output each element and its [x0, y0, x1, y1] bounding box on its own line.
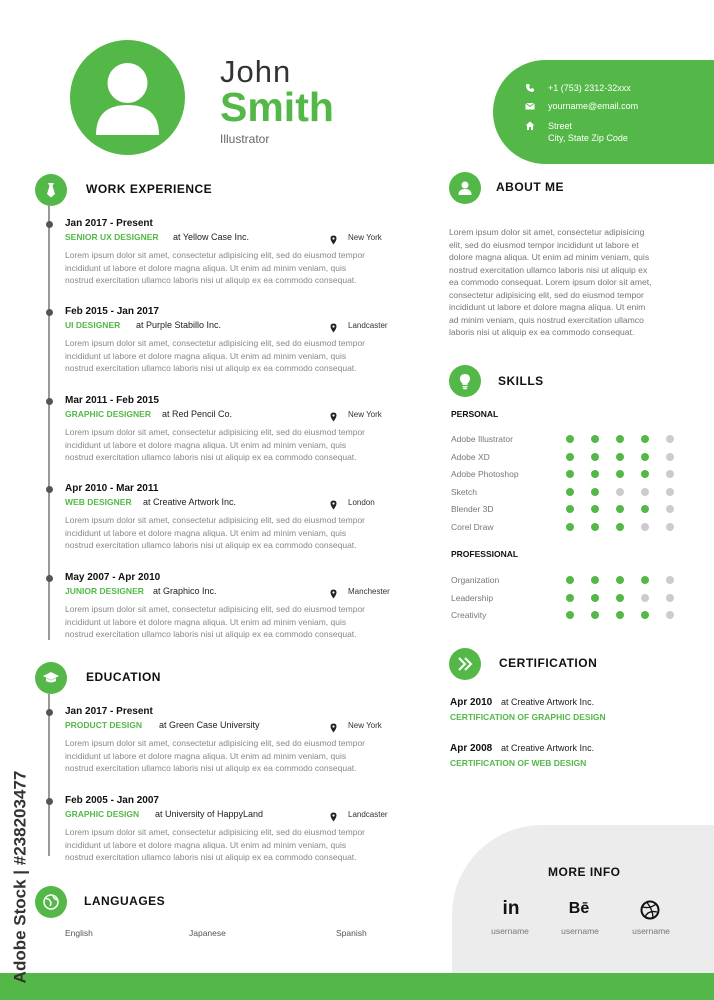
rating-dot	[616, 611, 624, 619]
about-line: laboris nisi ut aliquip ex ea commodo consequat.	[449, 327, 635, 337]
location-pin-icon	[330, 497, 337, 515]
cert-company: at Creative Artwork Inc.	[501, 743, 595, 753]
cert-company: at Creative Artwork Inc.	[501, 697, 595, 707]
entry-location: New York	[348, 233, 382, 242]
rating-dot	[566, 594, 574, 602]
contact-panel	[493, 60, 714, 164]
linkedin-username[interactable]: username	[491, 926, 529, 936]
timeline-dot	[46, 221, 53, 228]
rating-dot	[641, 505, 649, 513]
timeline-dot	[46, 709, 53, 716]
rating-dot	[666, 611, 674, 619]
user-icon	[70, 40, 185, 155]
location-pin-icon	[330, 409, 337, 427]
about-line: incididunt ut labore et dolore magna aliqua. Ut enim	[449, 302, 646, 312]
entry-location: Landcaster	[348, 321, 388, 330]
location-pin-icon	[330, 809, 337, 827]
rating-dot	[616, 453, 624, 461]
desc-line: Lorem ipsum dolor sit amet, consectetur adipisicing elit, sed do eiusmod tempor	[65, 338, 366, 348]
about-line: elit, sed do eiusmod tempor incididunt ut labore et	[449, 239, 639, 250]
dribbble-icon[interactable]	[640, 900, 662, 922]
rating-dot	[666, 576, 674, 584]
desc-line: Lorem ipsum dolor sit amet, consectetur adipisicing elit, sed do eiusmod tempor	[65, 604, 366, 614]
desc-line: incididunt ut labore et dolore magna aliqua. Ut enim ad minim veniam, quis	[65, 439, 347, 450]
rating-dot	[616, 488, 624, 496]
rating-dot	[616, 523, 624, 531]
rating-dot	[641, 435, 649, 443]
double-chevron-icon	[457, 657, 473, 671]
first-name: John	[220, 54, 292, 89]
desc-line: incididunt ut labore et dolore magna aliqua. Ut enim ad minim veniam, quis	[65, 616, 347, 627]
tie-icon	[44, 182, 58, 198]
certification-heading: CERTIFICATION	[499, 656, 598, 670]
desc-line: Lorem ipsum dolor sit amet, consectetur adipisicing elit, sed do eiusmod tempor	[65, 738, 366, 748]
rating-dot	[641, 488, 649, 496]
certification-section-icon	[449, 648, 481, 680]
personal-skills-heading: PERSONAL	[451, 409, 499, 419]
skill-name: Adobe XD	[451, 451, 490, 462]
entry-role: WEB DESIGNER	[65, 497, 132, 507]
languages-section-icon	[35, 886, 67, 918]
entry-role: JUNIOR DESIGNER	[65, 586, 144, 596]
desc-line: Lorem ipsum dolor sit amet, consectetur adipisicing elit, sed do eiusmod tempor	[65, 515, 366, 525]
languages-heading: LANGUAGES	[84, 894, 166, 908]
cert-title: CERTIFICATION OF WEB DESIGN	[450, 758, 587, 768]
home-icon	[525, 121, 535, 131]
cert-date: Apr 2010	[450, 697, 493, 708]
desc-line: nostrud exercitation ullamco laboris nisi ut aliquip ex ea commodo consequat.	[65, 275, 357, 285]
location-pin-icon	[330, 320, 337, 338]
entry-role: SENIOR UX DESIGNER	[65, 232, 159, 242]
rating-dot	[566, 505, 574, 513]
rating-dot	[666, 488, 674, 496]
entry-location: New York	[348, 410, 382, 419]
entry-description	[65, 249, 410, 287]
job-title: Illustrator	[220, 132, 270, 146]
skill-rating	[566, 576, 674, 584]
professional-skills-heading: PROFESSIONAL	[451, 549, 519, 559]
desc-line: incididunt ut labore et dolore magna aliqua. Ut enim ad minim veniam, quis	[65, 750, 347, 761]
work-heading: WORK EXPERIENCE	[86, 182, 213, 196]
about-section-icon	[449, 172, 481, 204]
rating-dot	[616, 435, 624, 443]
entry-role: PRODUCT DESIGN	[65, 720, 142, 730]
rating-dot	[591, 594, 599, 602]
education-timeline	[48, 694, 50, 856]
skill-rating	[566, 435, 674, 443]
desc-line: nostrud exercitation ullamco laboris nisi ut aliquip ex ea commodo consequat.	[65, 452, 357, 462]
rating-dot	[566, 453, 574, 461]
skill-name: Corel Draw	[451, 522, 494, 532]
contact-phone	[548, 82, 631, 94]
about-text	[449, 226, 681, 339]
entry-date: Feb 2015 - Jan 2017	[65, 306, 159, 317]
behance-icon[interactable]: Bē	[568, 900, 590, 917]
about-line: ad minim veniam, quis nostrud exercitation ullamco	[449, 314, 644, 325]
phone-icon	[525, 83, 535, 93]
timeline-dot	[46, 398, 53, 405]
cert-title: CERTIFICATION OF GRAPHIC DESIGN	[450, 712, 606, 722]
entry-company: at Purple Stabillo Inc.	[136, 320, 222, 330]
rating-dot	[616, 505, 624, 513]
rating-dot	[566, 611, 574, 619]
timeline-dot	[46, 575, 53, 582]
rating-dot	[566, 435, 574, 443]
skill-name: Adobe Photoshop	[451, 469, 519, 480]
rating-dot	[666, 435, 674, 443]
footer-bar	[0, 973, 714, 1000]
language-item: Japanese	[189, 928, 226, 938]
education-heading: EDUCATION	[86, 670, 161, 684]
rating-dot	[591, 470, 599, 478]
language-item: English	[65, 928, 93, 938]
about-line: consectetur adipisicing elit, sed do eiusmod tempor	[449, 289, 644, 300]
entry-description	[65, 737, 410, 775]
entry-date: Feb 2005 - Jan 2007	[65, 795, 159, 806]
phone-text: +1 (753) 2312-32xxx	[548, 83, 631, 93]
dribbble-username[interactable]: username	[632, 926, 670, 936]
about-line: nostrud exercitation ullamco laboris nisi ut aliquip ex	[449, 264, 648, 275]
location-pin-icon	[330, 720, 337, 738]
entry-date: Jan 2017 - Present	[65, 706, 153, 717]
rating-dot	[591, 435, 599, 443]
contact-email	[548, 100, 638, 112]
entry-location: London	[348, 498, 375, 507]
rating-dot	[641, 576, 649, 584]
entry-company: at Yellow Case Inc.	[173, 232, 250, 242]
rating-dot	[591, 523, 599, 531]
entry-company: at Red Pencil Co.	[162, 409, 233, 419]
skills-section-icon	[449, 365, 481, 397]
skill-rating	[566, 505, 674, 513]
stock-id	[4, 762, 36, 992]
desc-line: incididunt ut labore et dolore magna aliqua. Ut enim ad minim veniam, quis	[65, 350, 347, 361]
email-text: yourname@email.com	[548, 101, 639, 111]
rating-dot	[591, 576, 599, 584]
rating-dot	[666, 470, 674, 478]
work-section-icon	[35, 174, 67, 206]
rating-dot	[566, 488, 574, 496]
skill-rating	[566, 453, 674, 461]
rating-dot	[566, 576, 574, 584]
rating-dot	[641, 611, 649, 619]
street-text: Street	[548, 121, 573, 131]
desc-line: incididunt ut labore et dolore magna aliqua. Ut enim ad minim veniam, quis	[65, 527, 347, 538]
desc-line: Lorem ipsum dolor sit amet, consectetur adipisicing elit, sed do eiusmod tempor	[65, 250, 366, 260]
skill-name: Organization	[451, 575, 500, 585]
desc-line: incididunt ut labore et dolore magna aliqua. Ut enim ad minim veniam, quis	[65, 262, 347, 273]
location-pin-icon	[330, 232, 337, 250]
rating-dot	[666, 505, 674, 513]
timeline-dot	[46, 309, 53, 316]
rating-dot	[566, 523, 574, 531]
entry-description	[65, 426, 410, 464]
lightbulb-icon	[459, 373, 471, 390]
about-line: ea commodo consequat. Lorem ipsum dolor sit amet,	[449, 277, 652, 287]
entry-company: at Creative Artwork Inc.	[143, 497, 237, 507]
skill-name: Sketch	[451, 486, 477, 497]
globe-icon	[43, 894, 59, 910]
entry-company: at Graphico Inc.	[153, 586, 217, 596]
rating-dot	[591, 488, 599, 496]
entry-date: Mar 2011 - Feb 2015	[65, 395, 159, 406]
desc-line: Lorem ipsum dolor sit amet, consectetur adipisicing elit, sed do eiusmod tempor	[65, 827, 366, 837]
timeline-dot	[46, 486, 53, 493]
desc-line: nostrud exercitation ullamco laboris nisi ut aliquip ex ea commodo consequat.	[65, 763, 357, 773]
rating-dot	[641, 453, 649, 461]
location-pin-icon	[330, 586, 337, 604]
about-heading: ABOUT ME	[496, 180, 564, 194]
skill-name: Leadership	[451, 592, 494, 603]
entry-description	[65, 337, 410, 375]
skill-name: Creativity	[451, 610, 487, 621]
entry-date: Apr 2010 - Mar 2011	[65, 483, 159, 494]
entry-description	[65, 826, 410, 864]
last-name: Smith	[220, 84, 334, 130]
graduation-cap-icon	[42, 671, 60, 685]
skill-rating	[566, 594, 674, 602]
rating-dot	[591, 453, 599, 461]
rating-dot	[641, 594, 649, 602]
skill-rating	[566, 523, 674, 531]
rating-dot	[666, 594, 674, 602]
cert-entry	[450, 697, 594, 708]
entry-location: New York	[348, 721, 382, 730]
education-section-icon	[35, 662, 67, 694]
skill-rating	[566, 488, 674, 496]
desc-line: nostrud exercitation ullamco laboris nisi ut aliquip ex ea commodo consequat.	[65, 852, 357, 862]
rating-dot	[666, 453, 674, 461]
desc-line: nostrud exercitation ullamco laboris nisi ut aliquip ex ea commodo consequat.	[65, 363, 357, 373]
entry-role: GRAPHIC DESIGN	[65, 809, 140, 819]
skill-rating	[566, 470, 674, 478]
rating-dot	[641, 470, 649, 478]
rating-dot	[591, 505, 599, 513]
entry-role: UI DESIGNER	[65, 320, 121, 330]
behance-username[interactable]: username	[561, 926, 599, 936]
contact-address	[548, 120, 628, 144]
rating-dot	[616, 594, 624, 602]
rating-dot	[591, 611, 599, 619]
about-line: dolore magna aliqua. Ut enim ad minim veniam, quis	[449, 252, 650, 262]
rating-dot	[616, 576, 624, 584]
entry-description	[65, 514, 410, 552]
entry-date: May 2007 - Apr 2010	[65, 572, 161, 583]
entry-description	[65, 603, 410, 641]
entry-company: at University of HappyLand	[155, 809, 264, 819]
cert-entry	[450, 743, 594, 754]
user-icon	[457, 180, 473, 196]
avatar	[70, 40, 185, 155]
skill-name: Blender 3D	[451, 504, 494, 515]
cert-date: Apr 2008	[450, 743, 493, 754]
desc-line: nostrud exercitation ullamco laboris nisi ut aliquip ex ea commodo consequat.	[65, 629, 357, 639]
entry-location: Manchester	[348, 587, 390, 596]
desc-line: Lorem ipsum dolor sit amet, consectetur adipisicing elit, sed do eiusmod tempor	[65, 427, 366, 437]
about-line: Lorem ipsum dolor sit amet, consectetur adipisicing	[449, 227, 645, 237]
rating-dot	[666, 523, 674, 531]
stock-id-text: Adobe Stock | #238203477	[10, 770, 29, 984]
skill-name: Adobe Illustrator	[451, 434, 513, 444]
language-item: Spanish	[336, 928, 367, 938]
timeline-dot	[46, 798, 53, 805]
linkedin-icon[interactable]: in	[502, 898, 520, 919]
rating-dot	[566, 470, 574, 478]
more-info-heading: MORE INFO	[548, 865, 621, 879]
city-text: City, State Zip Code	[548, 133, 628, 143]
mail-icon	[525, 101, 535, 111]
entry-company: at Green Case University	[159, 720, 260, 730]
skill-rating	[566, 611, 674, 619]
desc-line: incididunt ut labore et dolore magna aliqua. Ut enim ad minim veniam, quis	[65, 839, 347, 850]
entry-date: Jan 2017 - Present	[65, 218, 153, 229]
skills-heading: SKILLS	[498, 374, 544, 388]
entry-location: Landcaster	[348, 810, 388, 819]
desc-line: nostrud exercitation ullamco laboris nisi ut aliquip ex ea commodo consequat.	[65, 540, 357, 550]
rating-dot	[616, 470, 624, 478]
entry-role: GRAPHIC DESIGNER	[65, 409, 151, 419]
rating-dot	[641, 523, 649, 531]
